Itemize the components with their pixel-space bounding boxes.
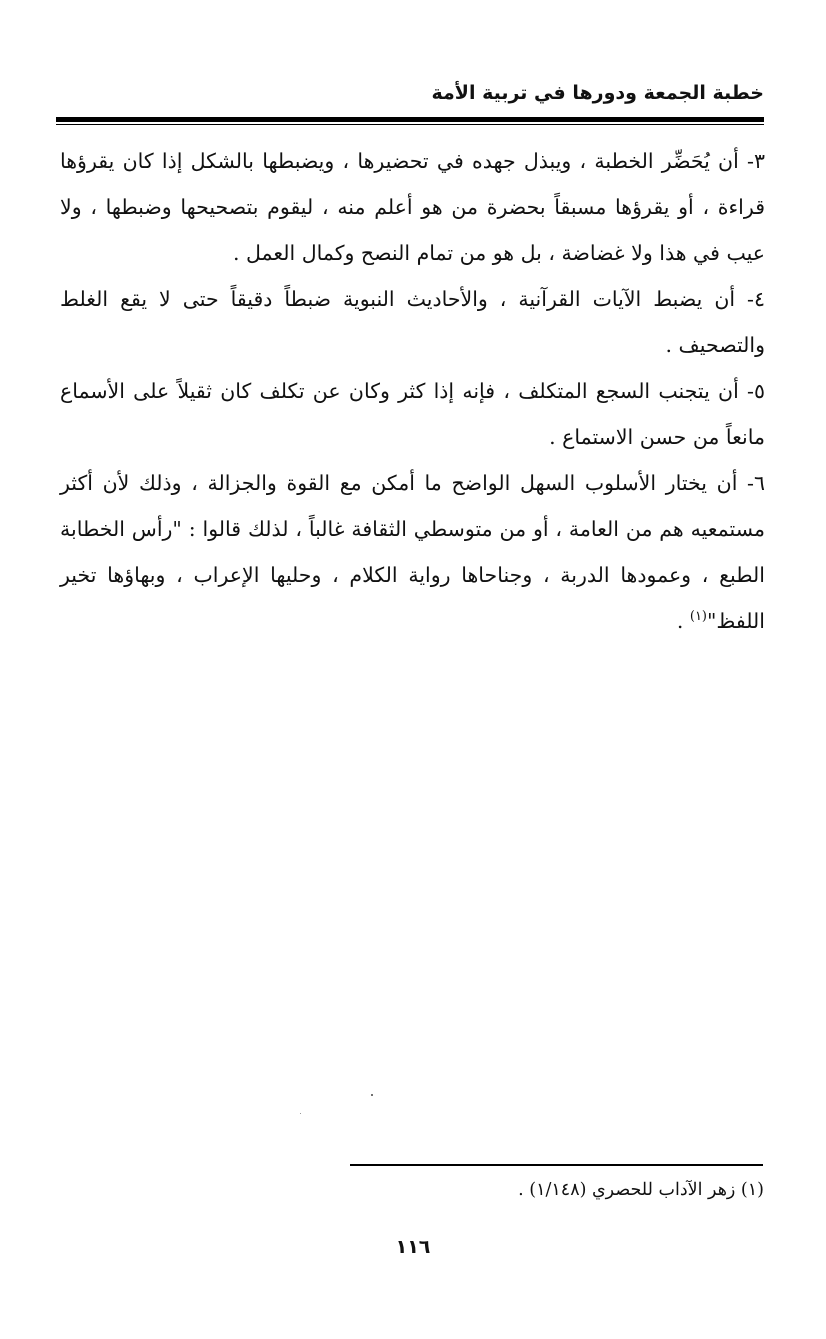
scan-speck	[300, 1113, 301, 1114]
paragraph-item-6	[60, 460, 765, 644]
running-header-title: خطبة الجمعة ودورها في تربية الأمة	[431, 82, 764, 104]
paragraph-item-6-text: ٦- أن يختار الأسلوب السهل الواضح ما أمكن مع القوة والجزالة ، وذلك لأن أكثر مستمعيه هم من العامة ، أو من متوسطي الثقافة غالباً ، لذلك قالوا : "رأس الخطابة الطبع ، وعمودها الدربة ، وجناحاها رواية الكلام ، وحليها الإعراب ، وبهاؤها تخير اللفظ"	[60, 471, 765, 633]
paragraph-item-5: ٥- أن يتجنب السجع المتكلف ، فإنه إذا كثر وكان عن تكلف كان ثقيلاً على الأسماع مانعاً من حسن الاستماع .	[60, 379, 765, 449]
paragraph-item-4: ٤- أن يضبط الآيات القرآنية ، والأحاديث النبوية ضبطاً دقيقاً حتى لا يقع الغلط والتصحيف .	[60, 287, 765, 357]
footnote-separator	[350, 1164, 763, 1166]
footnote-reference: (١)	[689, 609, 707, 625]
header-rule-thick	[56, 117, 764, 122]
scan-speck	[371, 1094, 373, 1096]
paragraph-item-3: ٣- أن يُحَضِّر الخطبة ، ويبذل جهده في تحضيرها ، ويضبطها بالشكل إذا كان يقرؤها قراءة ، أو يقرؤها مسبقاً بحضرة من هو أعلم منه ، ليقوم بتصحيحها وضبطها ، ولا عيب في هذا ولا غضاضة ، بل هو من تمام النصح وكمال العمل .	[60, 149, 765, 265]
footnote: (١) زهر الآداب للحصري (١/١٤٨) .	[518, 1180, 764, 1200]
header-rule-thin	[56, 124, 764, 125]
paragraph-item-6-ending: .	[676, 609, 690, 633]
page-number: ١١٦	[395, 1236, 431, 1258]
main-text	[60, 138, 765, 644]
